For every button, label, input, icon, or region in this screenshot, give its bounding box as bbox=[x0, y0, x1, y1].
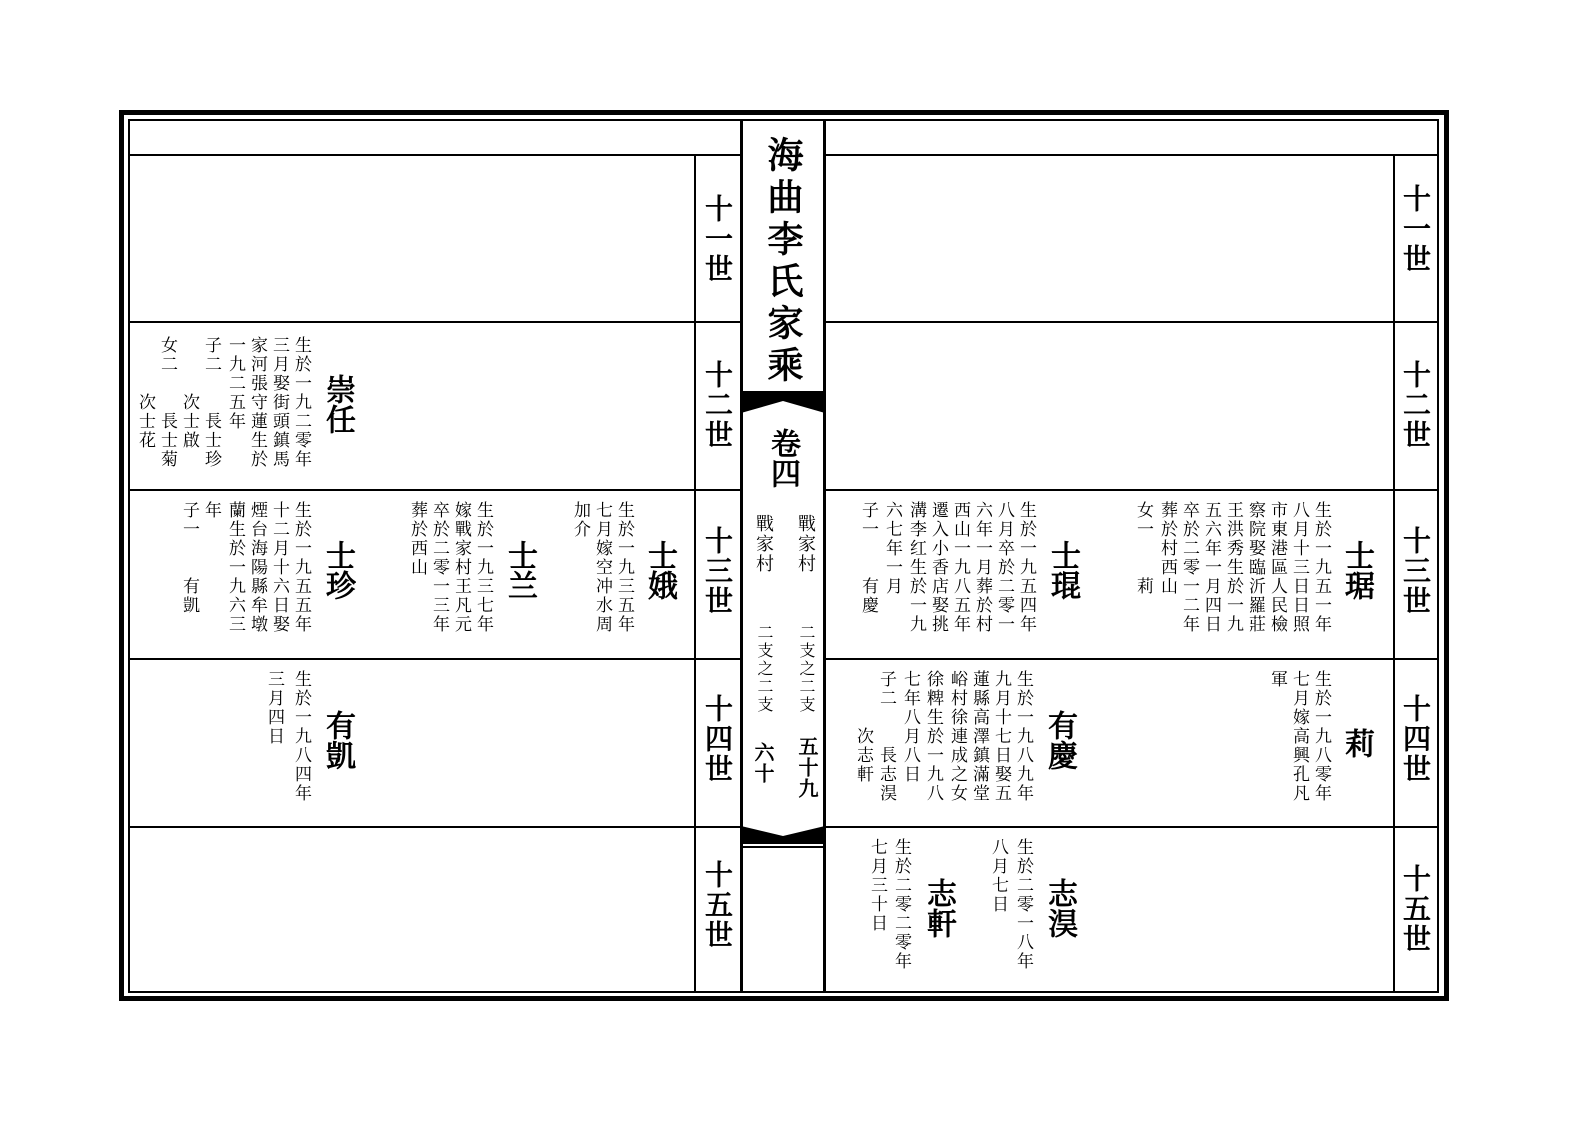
right-gen-column-line bbox=[1393, 154, 1395, 993]
record-line: 六年一月葬於村 bbox=[972, 501, 992, 634]
right-gen-14: 十四世 bbox=[1399, 694, 1432, 784]
record-line: 葬於西山 bbox=[407, 501, 427, 577]
left-gen-12: 十二世 bbox=[701, 360, 734, 450]
right-row-line bbox=[826, 489, 1439, 491]
record-line: 六七年一月 bbox=[882, 501, 902, 596]
spine-right-line bbox=[823, 119, 826, 993]
record-line: 一九二五年 bbox=[225, 336, 245, 431]
record-line: 溝李红生於一九 bbox=[906, 501, 926, 634]
record-line: 察院娶臨沂羅莊 bbox=[1245, 501, 1265, 634]
record-line: 女二 長士菊 bbox=[157, 336, 177, 469]
record-line: 子一 有慶 bbox=[858, 501, 878, 615]
record-line: 生於一九八零年 bbox=[1311, 670, 1331, 803]
record-line: 生於一九五一年 bbox=[1311, 501, 1331, 634]
person-name-chongren: 崇任 bbox=[320, 374, 355, 434]
record-line: 八月七日 bbox=[988, 838, 1008, 914]
left-row-line bbox=[128, 826, 740, 828]
record-line: 生於一九二零年 bbox=[291, 336, 311, 469]
record-line: 子二 長士珍 bbox=[201, 336, 221, 469]
record-line: 九月十七日娶五 bbox=[991, 670, 1011, 803]
record-line: 七月三十日 bbox=[867, 838, 887, 933]
left-sub-label: 二支之二支 bbox=[755, 624, 774, 714]
right-branch-label: 戰家村 bbox=[795, 514, 816, 574]
record-line: 家河張守蓮生於 bbox=[247, 336, 267, 469]
record-line: 峪村徐連成之女 bbox=[947, 670, 967, 803]
record-line: 女一 莉 bbox=[1133, 501, 1153, 596]
spine-fishtail-bottom bbox=[741, 826, 825, 848]
record-line: 卒於二零一三年 bbox=[429, 501, 449, 634]
record-line: 年 bbox=[201, 501, 221, 520]
left-gen-13: 十三世 bbox=[701, 526, 734, 616]
person-name-shikun: 士琨 bbox=[1045, 540, 1080, 600]
left-branch-label: 戰家村 bbox=[753, 514, 774, 574]
left-row-line bbox=[128, 658, 740, 660]
record-line: 七月嫁空冲水周 bbox=[592, 501, 612, 634]
record-line: 次士啟 bbox=[179, 336, 199, 450]
person-name-li: 莉 bbox=[1339, 728, 1374, 758]
person-name-youkai: 有凱 bbox=[320, 710, 355, 770]
right-top-rule bbox=[826, 154, 1439, 156]
person-name-youqing: 有慶 bbox=[1042, 710, 1077, 770]
record-line: 生於一九八九年 bbox=[1013, 670, 1033, 803]
record-line: 市東港區人民檢 bbox=[1267, 501, 1287, 634]
record-line: 西山一九八五年 bbox=[950, 501, 970, 634]
record-line: 八月卒於二零一 bbox=[994, 501, 1014, 634]
right-page-number: 五十九 bbox=[795, 736, 819, 799]
record-line: 蓮縣高澤鎮滿堂 bbox=[969, 670, 989, 803]
spine-fishtail-top bbox=[741, 393, 825, 413]
record-line: 三月娶街頭鎮馬 bbox=[269, 336, 289, 469]
record-line: 生於一九五四年 bbox=[1016, 501, 1036, 634]
record-line: 三月四日 bbox=[264, 670, 284, 746]
person-name-shilan: 士兰 bbox=[502, 540, 537, 600]
record-line: 次士花 bbox=[135, 336, 155, 450]
left-gen-14: 十四世 bbox=[701, 694, 734, 784]
record-line: 加介 bbox=[570, 501, 590, 539]
record-line: 生於二零二零年 bbox=[891, 838, 911, 971]
left-gen-column-line bbox=[694, 154, 696, 993]
right-gen-12: 十二世 bbox=[1399, 360, 1432, 450]
record-line: 五六年一月四日 bbox=[1201, 501, 1221, 634]
left-gen-11: 十一世 bbox=[701, 194, 734, 284]
right-row-line bbox=[826, 321, 1439, 323]
right-sub-label: 二支之二支 bbox=[797, 624, 816, 714]
right-row-line bbox=[826, 826, 1439, 828]
record-line: 卒於二零一二年 bbox=[1179, 501, 1199, 634]
record-line: 煙台海陽縣牟墩 bbox=[247, 501, 267, 634]
record-line: 子二 長志淏 bbox=[876, 670, 896, 803]
person-name-shie: 士娥 bbox=[642, 540, 677, 600]
person-name-shizhen: 士珍 bbox=[320, 540, 355, 600]
record-line: 七年八月八日 bbox=[900, 670, 920, 784]
right-gen-13: 十三世 bbox=[1399, 526, 1432, 616]
book-title: 海曲李氏家乘 bbox=[762, 136, 804, 388]
record-line: 生於二零一八年 bbox=[1013, 838, 1033, 971]
left-row-line bbox=[128, 321, 740, 323]
right-row-line bbox=[826, 658, 1439, 660]
right-gen-15: 十五世 bbox=[1399, 864, 1432, 954]
record-line: 次志軒 bbox=[853, 670, 873, 784]
record-line: 七月嫁高興孔凡 bbox=[1289, 670, 1309, 803]
record-line: 徐粺生於一九八 bbox=[923, 670, 943, 803]
record-line: 軍 bbox=[1267, 670, 1287, 689]
record-line: 葬於村西山 bbox=[1157, 501, 1177, 596]
record-line: 生於一九五五年 bbox=[291, 501, 311, 634]
record-line: 生於一九三五年 bbox=[614, 501, 634, 634]
record-line: 子一 有凱 bbox=[179, 501, 199, 615]
record-line: 生於一九三七年 bbox=[473, 501, 493, 634]
record-line: 遷入小香店娶挑 bbox=[928, 501, 948, 634]
left-page-number: 六十 bbox=[751, 742, 775, 784]
person-name-shiju: 士琚 bbox=[1339, 540, 1374, 600]
spine-rule bbox=[740, 846, 826, 848]
left-gen-15: 十五世 bbox=[701, 860, 734, 950]
record-line: 十二月十六日娶 bbox=[269, 501, 289, 634]
record-line: 嫁戰家村王凡元 bbox=[451, 501, 471, 634]
spine-left-line bbox=[740, 119, 743, 993]
record-line: 八月十三日日照 bbox=[1289, 501, 1309, 634]
person-name-zhihao: 志淏 bbox=[1042, 878, 1077, 938]
record-line: 生於一九八四年 bbox=[291, 670, 311, 803]
record-line: 王洪秀生於一九 bbox=[1223, 501, 1243, 634]
volume-label: 卷四 bbox=[765, 428, 800, 488]
record-line: 蘭生於一九六三 bbox=[225, 501, 245, 634]
person-name-zhixuan: 志軒 bbox=[921, 878, 956, 938]
left-top-rule bbox=[128, 154, 740, 156]
right-gen-11: 十一世 bbox=[1399, 184, 1432, 274]
left-row-line bbox=[128, 489, 740, 491]
